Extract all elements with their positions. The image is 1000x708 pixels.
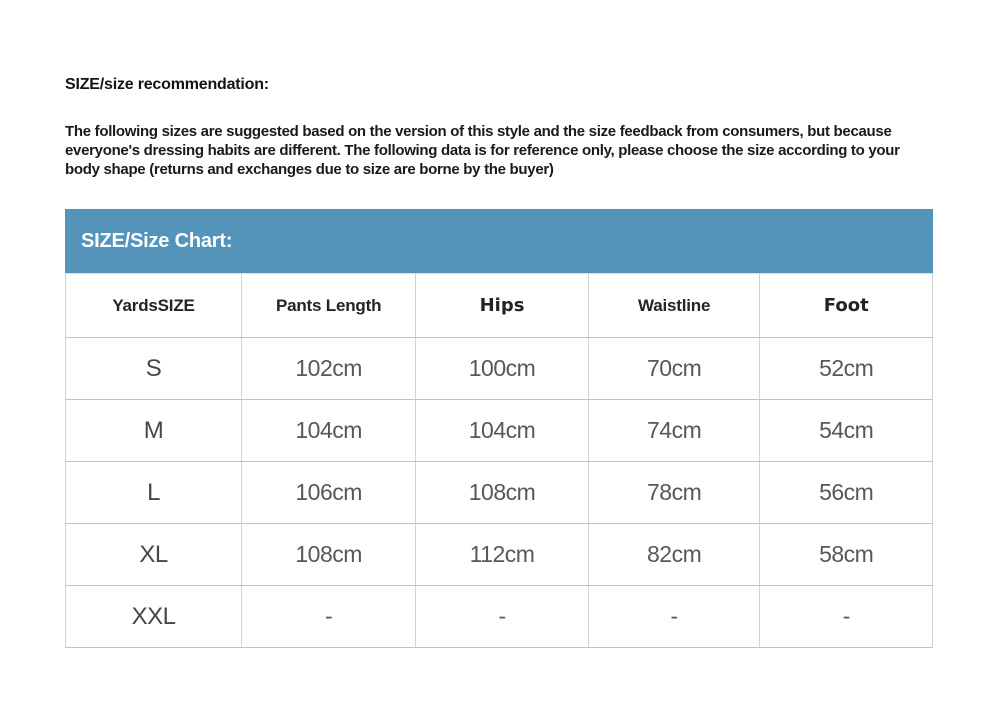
size-chart-title: SIZE/Size Chart: xyxy=(81,229,233,252)
column-header-size: YardsSIZE xyxy=(66,274,242,338)
size-table-head xyxy=(66,274,933,338)
table-row-l xyxy=(66,462,933,524)
size-cell: S xyxy=(66,338,242,400)
size-table xyxy=(65,274,933,648)
size-cell: M xyxy=(66,400,242,462)
size-cell: L xyxy=(66,462,242,524)
value-cell: 100cm xyxy=(416,338,589,400)
value-cell: 106cm xyxy=(242,462,416,524)
page-title: SIZE/size recommendation: xyxy=(65,76,269,93)
size-description: The following sizes are suggested based on the version of this style and the size feedback from consumers, but because everyone's dressing habits are different. The following data is for reference only, please choose the size according to your body shape (returns and exchanges due to size are borne by the buyer) xyxy=(65,123,900,178)
table-row-xxl xyxy=(66,586,933,648)
value-cell: 74cm xyxy=(588,400,760,462)
value-cell: - xyxy=(760,586,933,648)
table-row-xl xyxy=(66,524,933,586)
value-cell: 112cm xyxy=(416,524,589,586)
table-row-m xyxy=(66,400,933,462)
value-cell: 104cm xyxy=(416,400,589,462)
value-cell: 78cm xyxy=(588,462,760,524)
column-header-waistline: Waistline xyxy=(588,274,760,338)
size-table-body xyxy=(66,338,933,648)
value-cell: 82cm xyxy=(588,524,760,586)
value-cell: 58cm xyxy=(760,524,933,586)
column-header-foot: Foot xyxy=(760,274,933,338)
size-cell: XL xyxy=(66,524,242,586)
value-cell: 56cm xyxy=(760,462,933,524)
column-header-hips: Hips xyxy=(416,274,589,338)
value-cell: - xyxy=(416,586,589,648)
value-cell: 52cm xyxy=(760,338,933,400)
value-cell: - xyxy=(242,586,416,648)
table-row-s xyxy=(66,338,933,400)
size-cell: XXL xyxy=(66,586,242,648)
value-cell: - xyxy=(588,586,760,648)
value-cell: 108cm xyxy=(416,462,589,524)
value-cell: 102cm xyxy=(242,338,416,400)
value-cell: 108cm xyxy=(242,524,416,586)
value-cell: 54cm xyxy=(760,400,933,462)
size-chart-header xyxy=(65,209,933,274)
value-cell: 70cm xyxy=(588,338,760,400)
column-header-pants-length: Pants Length xyxy=(242,274,416,338)
size-chart-section xyxy=(65,209,933,648)
value-cell: 104cm xyxy=(242,400,416,462)
header-row xyxy=(66,274,933,338)
